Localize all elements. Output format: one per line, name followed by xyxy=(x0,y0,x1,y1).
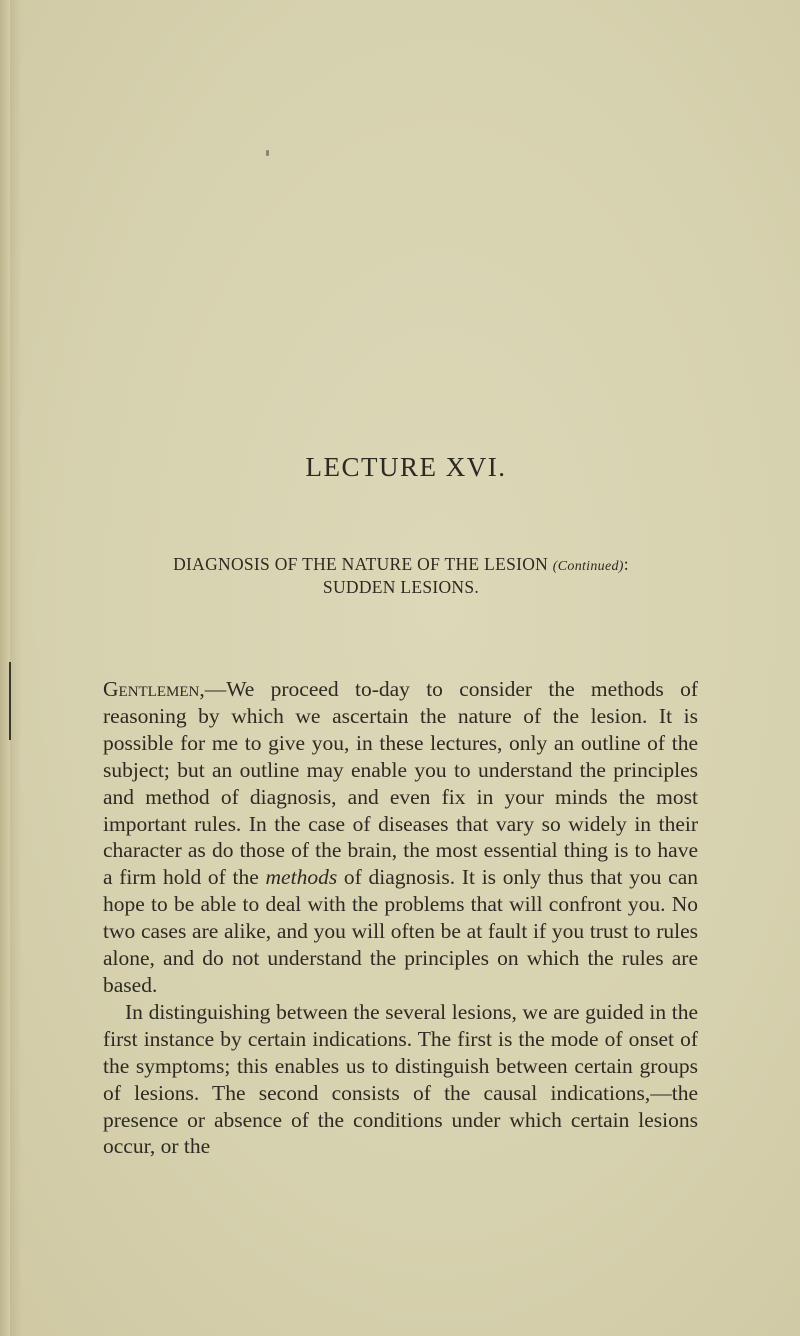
subtitle-continued: (Continued) xyxy=(552,559,624,574)
paper-speck xyxy=(266,150,269,156)
paragraph-2-text: In distinguishing between the several lesions, we are guided in the first instance by certain indications. The first is the mode of onset of the symptoms; this enables us to distinguish between certain groups of lesions. The second consists of the causal indications,—the presence or absence of the conditions under which certain lesions occur, or the xyxy=(103,999,698,1159)
subtitle-line-2: SUDDEN LESIONS. xyxy=(322,577,480,597)
subtitle-main: DIAGNOSIS OF THE NATURE OF THE LESION xyxy=(173,554,549,574)
salutation: Gentlemen, xyxy=(103,677,205,701)
margin-mark xyxy=(9,662,11,740)
subtitle-colon: : xyxy=(623,554,629,574)
subtitle-line-1 xyxy=(106,554,696,577)
lecture-title: LECTURE XVI. xyxy=(305,452,507,482)
chapter-subtitle xyxy=(106,554,696,598)
paragraph-1-text-a: —We proceed to-day to consider the methods of reasoning by which we ascertain the nature of the lesion. It is possible for me to give you, in these lectures, only an outline of the subject; but an outline may enable you to understand the principles and method of diagnosis, and even fix in your minds the most important rules. In the case of diseases that vary so widely in their character as do those of the brain, the most essential thing is to have a firm hold of the xyxy=(103,677,698,890)
paragraph-1-text-b: of diagnosis. It is only thus that you can hope to be able to deal with the problems that will confront you. No two cases are alike, and you will often be at fault if you trust to rules alone, and do not understand the principles on which the rules are based. xyxy=(103,865,698,997)
body-text xyxy=(103,676,698,1160)
emphasis-methods: methods xyxy=(265,865,338,890)
paragraph-1 xyxy=(103,676,698,999)
paragraph-2 xyxy=(103,999,698,1160)
